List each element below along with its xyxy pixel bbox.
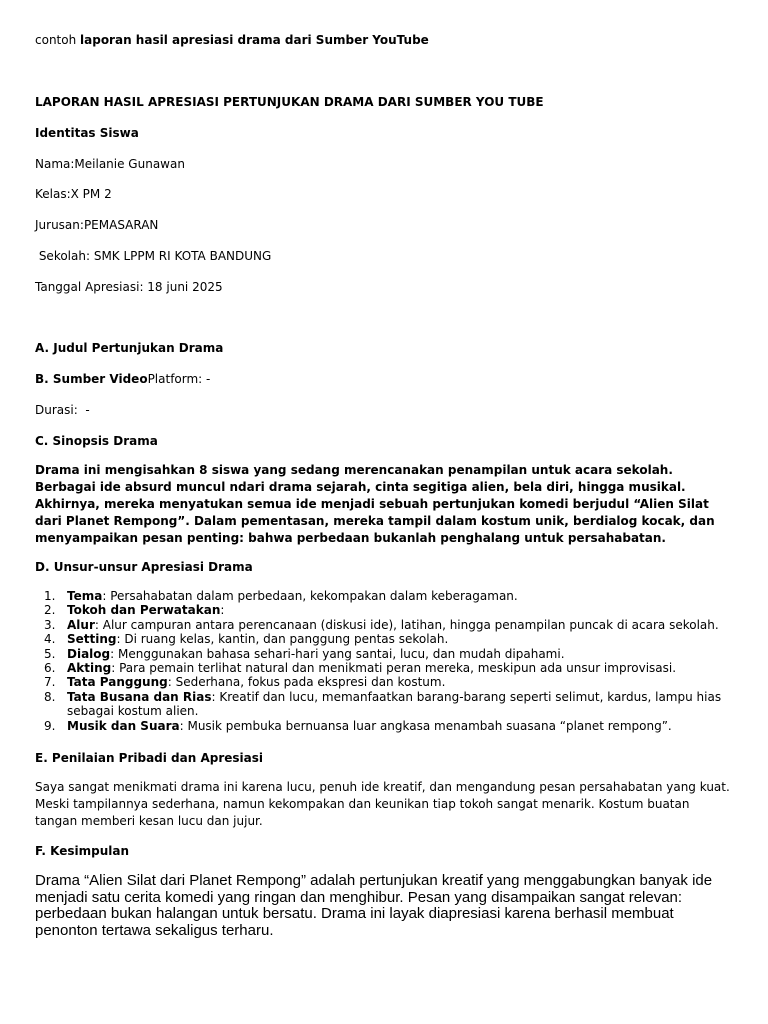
intro-prefix: contoh — [35, 33, 81, 47]
list-item: 8. Tata Busana dan Rias: Kreatif dan lucu, memanfaatkan barang-barang seperti selimut, kardus, lampu hias sebagai kostum alien. — [44, 689, 722, 719]
platform-value: Platform: - — [147, 372, 211, 386]
list-item: 2. Tokoh dan Perwatakan: — [44, 603, 225, 618]
student-school: Sekolah: SMK LPPM RI KOTA BANDUNG — [35, 249, 272, 263]
section-d-heading: D. Unsur-unsur Apresiasi Drama — [35, 560, 253, 574]
intro-line — [35, 32, 429, 48]
student-class: Kelas:X PM 2 — [35, 187, 112, 201]
section-c-heading: C. Sinopsis Drama — [35, 434, 158, 448]
report-title: LAPORAN HASIL APRESIASI PERTUNJUKAN DRAMA DARI SUMBER YOU TUBE — [35, 95, 544, 109]
identity-heading: Identitas Siswa — [35, 126, 139, 140]
appreciation-elements-list — [35, 589, 735, 733]
list-item: 1. Tema: Persahabatan dalam perbedaan, kekompakan dalam keberagaman. — [44, 589, 518, 603]
intro-bold-title: laporan hasil apresiasi drama dari Sumber YouTube — [80, 33, 429, 47]
appreciation-date: Tanggal Apresiasi: 18 juni 2025 — [35, 280, 223, 294]
section-e-heading: E. Penilaian Pribadi dan Apresiasi — [35, 751, 264, 765]
list-item: 5. Dialog: Menggunakan bahasa sehari-hari yang santai, lucu, dan mudah dipahami. — [44, 646, 565, 661]
section-f-heading: F. Kesimpulan — [35, 844, 130, 858]
section-a-heading: A. Judul Pertunjukan Drama — [35, 341, 224, 355]
duration-value: Durasi: - — [35, 403, 90, 417]
student-major: Jurusan:PEMASARAN — [35, 218, 159, 232]
list-item: 3. Alur: Alur campuran antara perencanaan (diskusi ide), latihan, hingga penampilan puncak di acara sekolah. — [44, 617, 719, 632]
list-item: 6. Akting: Para pemain terlihat natural dan menikmati peran mereka, meskipun ada unsur improvisasi. — [44, 661, 677, 676]
section-b-line — [35, 371, 210, 387]
synopsis-paragraph: Drama ini mengisahkan 8 siswa yang sedang merencanakan penampilan untuk acara sekolah. Berbagai ide absurd muncul ndari drama sejarah, cinta segitiga alien, bela diri, hingga musikal. Akhirnya, mereka menyatukan semua ide menjadi sebuah pertunjukan komedi berjudul “Alien Silat dari Planet Rempong”. Dalam pementasan, mereka tampil dalam kostum unik, berdialog kocak, dan menyampaikan pesan penting: bahwa perbedaan bukanlah penghalang untuk persahabatan. — [35, 463, 715, 545]
list-item: 4. Setting: Di ruang kelas, kantin, dan panggung pentas sekolah. — [44, 632, 449, 647]
section-b-heading: B. Sumber Video — [35, 372, 148, 386]
student-name: Nama:Meilanie Gunawan — [35, 157, 185, 171]
list-item: 7. Tata Panggung: Sederhana, fokus pada ekspresi dan kostum. — [44, 675, 446, 690]
list-item: 9. Musik dan Suara: Musik pembuka bernuansa luar angkasa menambah suasana “planet rempong”. — [44, 718, 672, 733]
conclusion-paragraph: Drama “Alien Silat dari Planet Rempong” adalah pertunjukan kreatif yang menggabungkan banyak ide menjadi satu cerita komedi yang ringan dan menghibur. Pesan yang disampaikan sangat relevan: perbedaan bukan halangan untuk bersatu. Drama ini layak diapresiasi karena berhasil membuat penonton tertawa sekaligus terharu. — [35, 872, 713, 939]
personal-assessment-paragraph: Saya sangat menikmati drama ini karena lucu, penuh ide kreatif, dan mengandung pesan persahabatan yang kuat. Meski tampilannya sederhana, namun kekompakan dan keunikan tiap tokoh sangat menarik. Kostum buatan tangan memberi kesan lucu dan jujur. — [35, 780, 730, 828]
